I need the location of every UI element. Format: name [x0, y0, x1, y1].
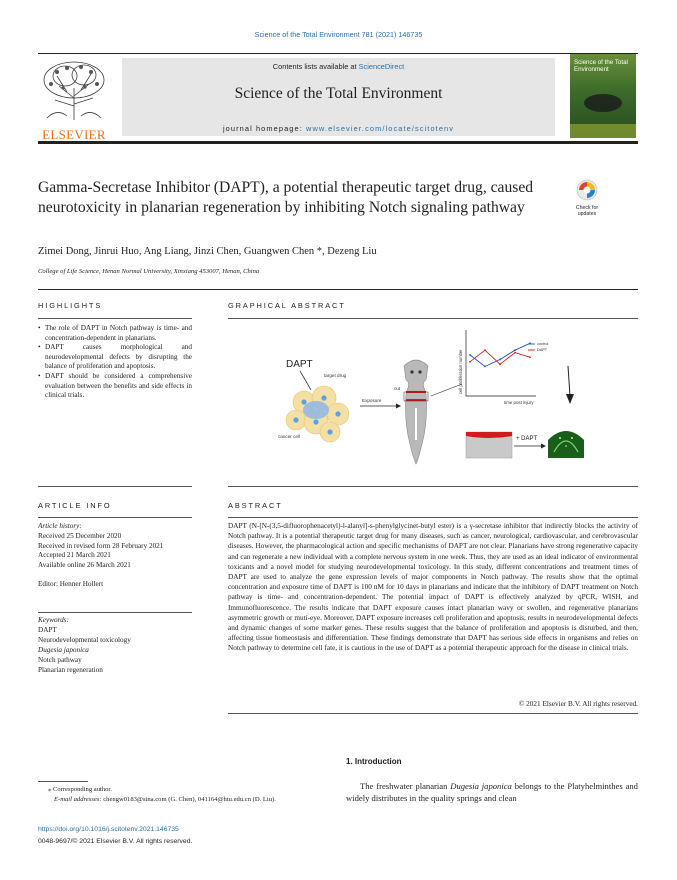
article-history	[38, 522, 198, 590]
stained-fragment	[548, 431, 584, 458]
history-item: Available online 26 March 2021	[38, 561, 131, 570]
introduction-paragraph	[346, 780, 638, 805]
down-arrow	[568, 366, 570, 396]
cover-title: Science of the Total Environment	[574, 59, 628, 73]
data-point-control	[499, 359, 501, 361]
masthead-bottom-rule	[38, 141, 638, 144]
graphical-abstract-rule-top	[228, 318, 638, 319]
keywords-rule	[38, 612, 192, 613]
label-plus-dapt: + DAPT	[516, 436, 538, 442]
data-point-dapt	[529, 356, 531, 358]
issn-line: 0048-9697/© 2021 Elsevier B.V. All rights reserved.	[38, 838, 193, 845]
label-dapt: DAPT	[286, 359, 313, 370]
chart-y-label: cell proliferation number	[458, 349, 463, 394]
affiliation: College of Life Science, Henan Normal University, Xinxiang 453007, Henan, China	[38, 268, 260, 275]
masthead-top-rule	[38, 53, 638, 54]
abstract-heading: ABSTRACT	[228, 501, 283, 510]
journal-cover[interactable]	[570, 54, 636, 138]
keywords-label: Keywords:	[38, 616, 69, 624]
planarian-worm	[404, 360, 428, 464]
data-point-dapt	[499, 363, 501, 365]
homepage-line	[122, 124, 555, 133]
history-item: Received 25 December 2020	[38, 531, 122, 540]
legend-dapt-label: DAPT	[537, 348, 548, 352]
sciencedirect-link[interactable]: ScienceDirect	[358, 62, 405, 71]
highlight-item: • DAPT causes morphological and neurodevelopmental defects by disrupting the balance of proliferation and apoptosis.	[38, 343, 192, 372]
keyword: Notch pathway	[38, 656, 82, 664]
doi-link[interactable]: https://doi.org/10.1016/j.scitotenv.2021.146735	[38, 826, 179, 833]
keyword: Planarian regeneration	[38, 666, 103, 674]
footnote	[48, 785, 338, 805]
footnote-rule	[38, 781, 88, 782]
contents-line	[122, 62, 555, 71]
masthead-box	[122, 58, 555, 136]
highlights-rule-top	[38, 318, 192, 319]
history-item: Received in revised form 28 February 2021	[38, 541, 164, 550]
history-label: Article history:	[38, 522, 82, 530]
data-point-dapt	[469, 361, 471, 363]
cover-band	[570, 124, 636, 138]
article-info-rule-top	[38, 517, 192, 518]
label-cancer-cell: cancer cell	[278, 434, 300, 439]
check-updates-badge[interactable]	[570, 179, 604, 217]
highlights-heading: HIGHLIGHTS	[38, 301, 103, 310]
author-list: Zimei Dong, Jinrui Huo, Ang Liang, Jinzi Chen, Guangwen Chen *, Dezeng Liu	[38, 246, 377, 257]
graphical-abstract-svg	[266, 322, 596, 468]
homepage-label: journal homepage:	[222, 124, 307, 133]
article-info-heading: ARTICLE INFO	[38, 501, 112, 510]
article-title: Gamma-Secretase Inhibitor (DAPT), a potential therapeutic target drug, caused neurotoxicity in planarian regeneration by inhibiting Notch signaling pathway	[38, 179, 534, 216]
graphical-abstract-figure	[266, 322, 596, 468]
check-updates-icon	[570, 179, 604, 201]
running-header[interactable]: Science of the Total Environment 781 (2021) 146735	[254, 30, 423, 39]
elsevier-tree-icon	[37, 58, 111, 122]
elsevier-logo	[37, 58, 111, 142]
label-cut: cut	[394, 386, 401, 391]
keyword: Neurodevelopmental toxicology	[38, 636, 131, 644]
data-point-control	[514, 349, 516, 351]
proliferation-chart	[466, 330, 536, 396]
highlights-list	[38, 324, 192, 401]
label-exposure: Exposure	[362, 398, 382, 403]
keyword: Dugesia japonica	[38, 646, 89, 654]
email-addresses[interactable]: chengw0183@sina.com (G. Chen), 041164@htu.edu.cn (D. Liu).	[103, 796, 276, 803]
legend-control-label: control	[537, 342, 549, 346]
abstract-rule-bottom	[228, 713, 638, 714]
intro-text-start: The freshwater planarian	[360, 781, 451, 791]
highlights-rule-bottom	[38, 486, 192, 487]
editor: Editor: Henner Hollert	[38, 579, 104, 588]
intro-text-end: belongs to the Platyhelminthes and widely distributes in the quality springs and clean	[346, 781, 638, 804]
data-point-control	[469, 354, 471, 356]
dapt-pointer	[300, 371, 311, 390]
intro-species: Dugesia japonica	[450, 781, 512, 791]
graphical-abstract-rule-bottom	[228, 486, 638, 487]
chart-x-label: time post injury	[504, 400, 534, 405]
contents-prefix: Contents lists available at	[272, 62, 359, 71]
keyword: DAPT	[38, 626, 57, 634]
data-point-dapt	[484, 349, 486, 351]
highlight-item: • DAPT should be considered a comprehensive evaluation between the benefits and side effects in clinical trials.	[38, 372, 192, 401]
regenerating-fragment	[466, 432, 512, 458]
graphical-abstract-heading: GRAPHICAL ABSTRACT	[228, 301, 346, 310]
abstract-rule-top	[228, 517, 638, 518]
data-point-dapt	[514, 352, 516, 354]
journal-title: Science of the Total Environment	[234, 85, 443, 102]
highlight-item: • The role of DAPT in Notch pathway is time- and concentration-dependent in planarians.	[38, 324, 192, 343]
data-point-control	[484, 366, 486, 368]
cover-image	[584, 94, 622, 112]
history-item: Accepted 21 March 2021	[38, 551, 111, 560]
email-label: E-mail addresses:	[54, 796, 102, 803]
introduction-heading: 1. Introduction	[346, 757, 402, 766]
abstract-body: DAPT (N-[N-(3,5-difluorophenacetyl)-l-alanyl]-s-phenylglycinet-butyl ester) is a γ-secretase inhibitor that indirectly blocks the activity of Notch pathway. It is a potential therapeutic target drug for many diseases, such as cancer, neurological, cardiovascular, and cerebrovascular diseases. However, the pharmacological action and specific mechanisms of DAPT are not clear. Planarians have strong regenerative capacity and can regenerate a new individual with a complete nervous system in one week. Thus, they are used as an ideal indicator of environmental toxicants and a novel model for studying neurodevelopmental toxicology. In this study, different concentrations and treatment times of DAPT are used to analyze the gene expression levels of major components in Notch pathway. The results show that the optimal concentration and exposure time of DAPT is 100 nM for 10 days in planarians and indicate that the inhibitory of DAPT treatment on Notch pathway is time- and concentration-dependent. The potential impact of DAPT is effectively analyzed by qPCR, WISH, and Immunofluorescence. The results indicate that DAPT exposure causes intact planarian wavy or swollen, and regenerative planarians asymmetric growth or muti-eye. Moreover, DAPT exposure increases cell proliferation and apoptosis, results in neurodevelopmental defects and dynamic changes of some marker genes. These results suggest that the balance of proliferation and apoptosis is disturbed, and then, affecting tissue homeostasis and differentiation. These findings demonstrate that DAPT has serious side effects in organisms and relies on Notch pathway to determine cell fate, it is cautious in the use of DAPT as a potential therapeutic approach for the disease in clinical trials.	[228, 522, 638, 653]
corresponding-author-note: ⁎ Corresponding author.	[48, 786, 112, 793]
abstract-copyright: © 2021 Elsevier B.V. All rights reserved.	[518, 700, 638, 708]
affiliation-rule	[38, 289, 638, 290]
homepage-link[interactable]: www.elsevier.com/locate/scitotenv	[306, 124, 455, 133]
check-updates-label: Check for updates	[575, 205, 599, 217]
keywords	[38, 615, 198, 675]
label-target-drug: target drug	[324, 373, 347, 378]
elsevier-wordmark: ELSEVIER	[42, 127, 106, 142]
